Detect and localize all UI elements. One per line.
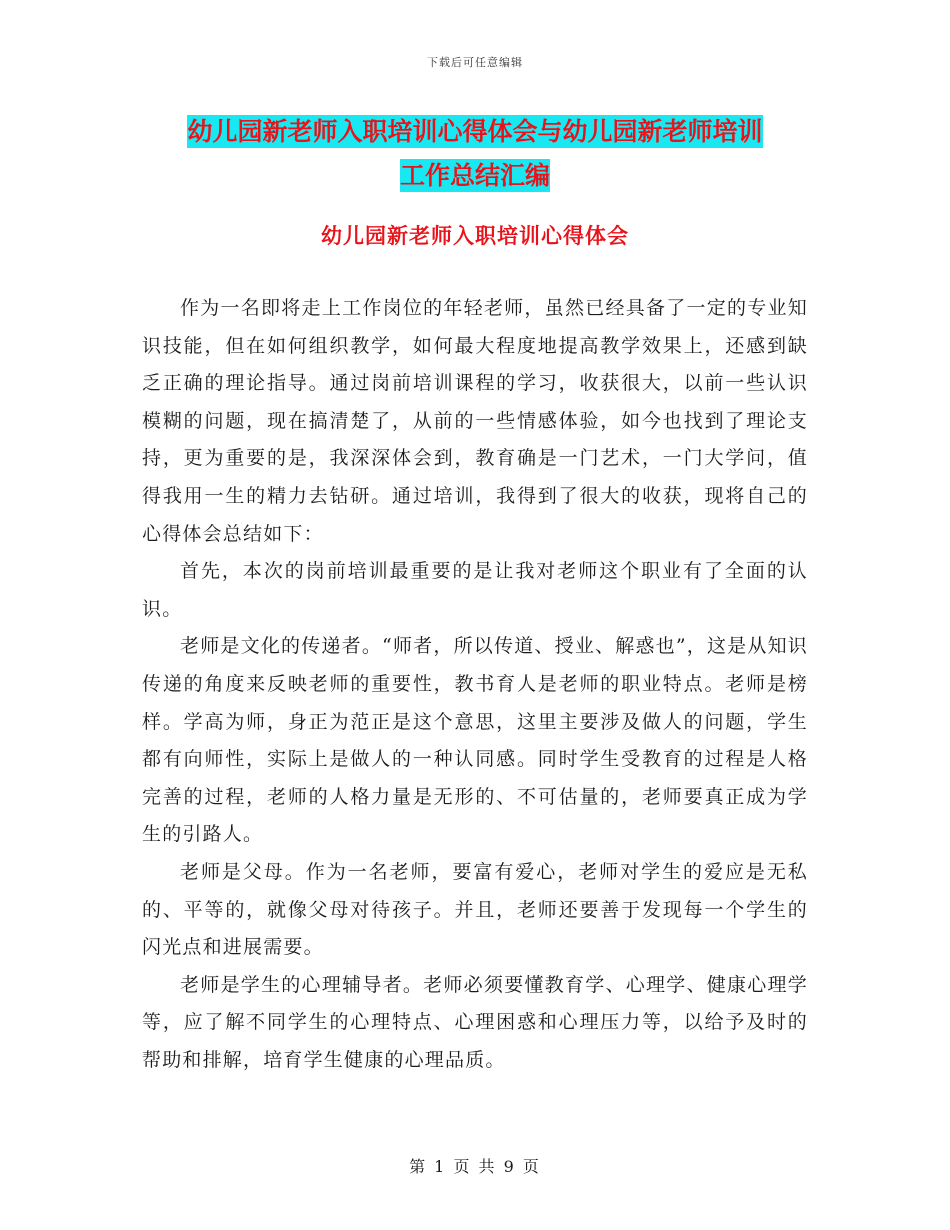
paragraph: 作为一名即将走上工作岗位的年轻老师，虽然已经具备了一定的专业知识技能，但在如何组织教学，如何最大程度地提高教学效果上，还感到缺乏正确的理论指导。通过岗前培训课程的学习，收获很大，以前一些认识模糊的问题，现在搞清楚了，从前的一些情感体验，如今也找到了理论支持，更为重要的是，我深深体会到，教育确是一门艺术，一门大学问，值得我用一生的精力去钻研。通过培训，我得到了很大的收获，现将自己的心得体会总结如下： xyxy=(142,297,808,545)
paragraph: 老师是文化的传递者。“师者，所以传道、授业、解惑也”，这是从知识传递的角度来反映老师的重要性，教书育人是老师的职业特点。老师是榜样。学高为师，身正为范正是这个意思，这里主要涉及做人的问题，学生都有向师性，实际上是做人的一种认同感。同时学生受教育的过程是人格完善的过程，老师的人格力量是无形的、不可估量的，老师要真正成为学生的引路人。 xyxy=(142,635,808,846)
paragraph: 老师是学生的心理辅导者。老师必须要懂教育学、心理学、健康心理学等，应了解不同学生的心理特点、心理困惑和心理压力等，以给予及时的帮助和排解，培育学生健康的心理品质。 xyxy=(142,973,808,1071)
document-body xyxy=(142,290,808,1079)
paragraph: 首先，本次的岗前培训最重要的是让我对老师这个职业有了全面的认识。 xyxy=(142,560,808,620)
title-line-2: 工作总结汇编 xyxy=(399,161,550,190)
section-title: 幼儿园新老师入职培训心得体会 xyxy=(321,224,629,248)
document-title xyxy=(140,110,810,198)
paragraph: 老师是父母。作为一名老师，要富有爱心，老师对学生的爱应是无私的、平等的，就像父母对待孩子。并且，老师还要善于发现每一个学生的闪光点和进展需要。 xyxy=(142,860,808,959)
title-line-1: 幼儿园新老师入职培训心得体会与幼儿园新老师培训 xyxy=(187,117,763,146)
header-note: 下载后可任意编辑 xyxy=(427,56,523,69)
page-number-footer: 第 1 页 共 9 页 xyxy=(409,1157,541,1176)
